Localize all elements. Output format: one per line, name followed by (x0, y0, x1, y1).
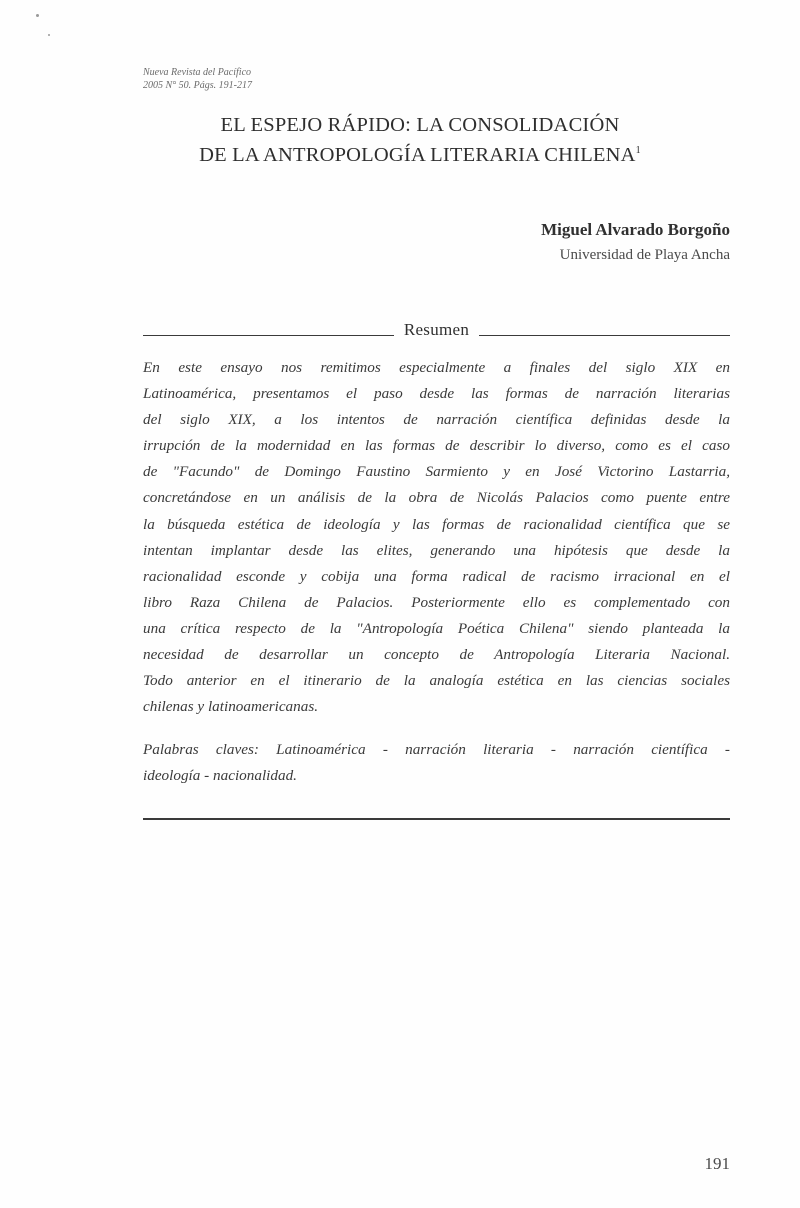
abstract-line: una crítica respecto de la "Antropología Poética Chilena" siendo planteada la (143, 619, 730, 637)
title-line-2-text: DE LA ANTROPOLOGÍA LITERARIA CHILENA (199, 143, 636, 166)
abstract-line: necesidad de desarrollar un concepto de Antropología Literaria Nacional. (143, 646, 730, 664)
journal-issue: 2005 N° 50. Págs. 191-217 (143, 80, 252, 91)
abstract-line: de "Facundo" de Domingo Faustino Sarmiento y en José Victorino Lastarria, (143, 463, 730, 481)
scan-speck (36, 14, 39, 17)
journal-name: Nueva Revista del Pacífico (143, 67, 252, 78)
abstract-line: racionalidad esconde y cobija una forma radical de racismo irracional en el (143, 567, 730, 585)
heading-rule-left (143, 335, 394, 336)
journal-reference (143, 66, 252, 92)
abstract-line: del siglo XIX, a los intentos de narración científica definidas desde la (143, 411, 730, 429)
abstract-bottom-rule (143, 818, 730, 820)
title-line-1: EL ESPEJO RÁPIDO: LA CONSOLIDACIÓN (220, 114, 620, 136)
keywords-line: ideología - nacionalidad. (143, 767, 297, 784)
abstract-line: libro Raza Chilena de Palacios. Posteriormente ello es complementado con (143, 593, 730, 611)
author-block (541, 219, 730, 266)
scan-speck (48, 34, 50, 36)
abstract-body (143, 355, 730, 720)
abstract-line: intentan implantar desde las elites, generando una hipótesis que desde la (143, 541, 730, 559)
abstract-line: Latinoamérica, presentamos el paso desde las formas de narración literarias (143, 385, 730, 403)
keywords-block (143, 737, 730, 789)
title-line-2 (100, 138, 740, 168)
abstract-line: irrupción de la modernidad en las formas de describir lo diverso, como es el caso (143, 437, 730, 455)
abstract-line: la búsqueda estética de ideología y las formas de racionalidad científica que se (143, 515, 730, 533)
article-title (100, 112, 740, 168)
title-footnote-mark[interactable]: 1 (635, 145, 641, 156)
abstract-heading (143, 318, 730, 342)
abstract-line: En este ensayo nos remitimos especialmente a finales del siglo XIX en (143, 359, 730, 376)
author-name: Miguel Alvarado Borgoño (541, 220, 730, 239)
abstract-line: chilenas y latinoamericanas. (143, 698, 319, 716)
abstract-line: Todo anterior en el itinerario de la analogía estética en las ciencias sociales (143, 672, 730, 690)
abstract-heading-label: Resumen (403, 320, 470, 339)
keywords-line: Palabras claves: Latinoamérica - narración literaria - narración científica - (143, 741, 730, 758)
abstract-line: concretándose en un análisis de la obra de Nicolás Palacios como puente entre (143, 489, 730, 507)
author-affiliation: Universidad de Playa Ancha (559, 247, 730, 263)
heading-rule-right (479, 335, 730, 336)
page-number: 191 (704, 1154, 730, 1173)
